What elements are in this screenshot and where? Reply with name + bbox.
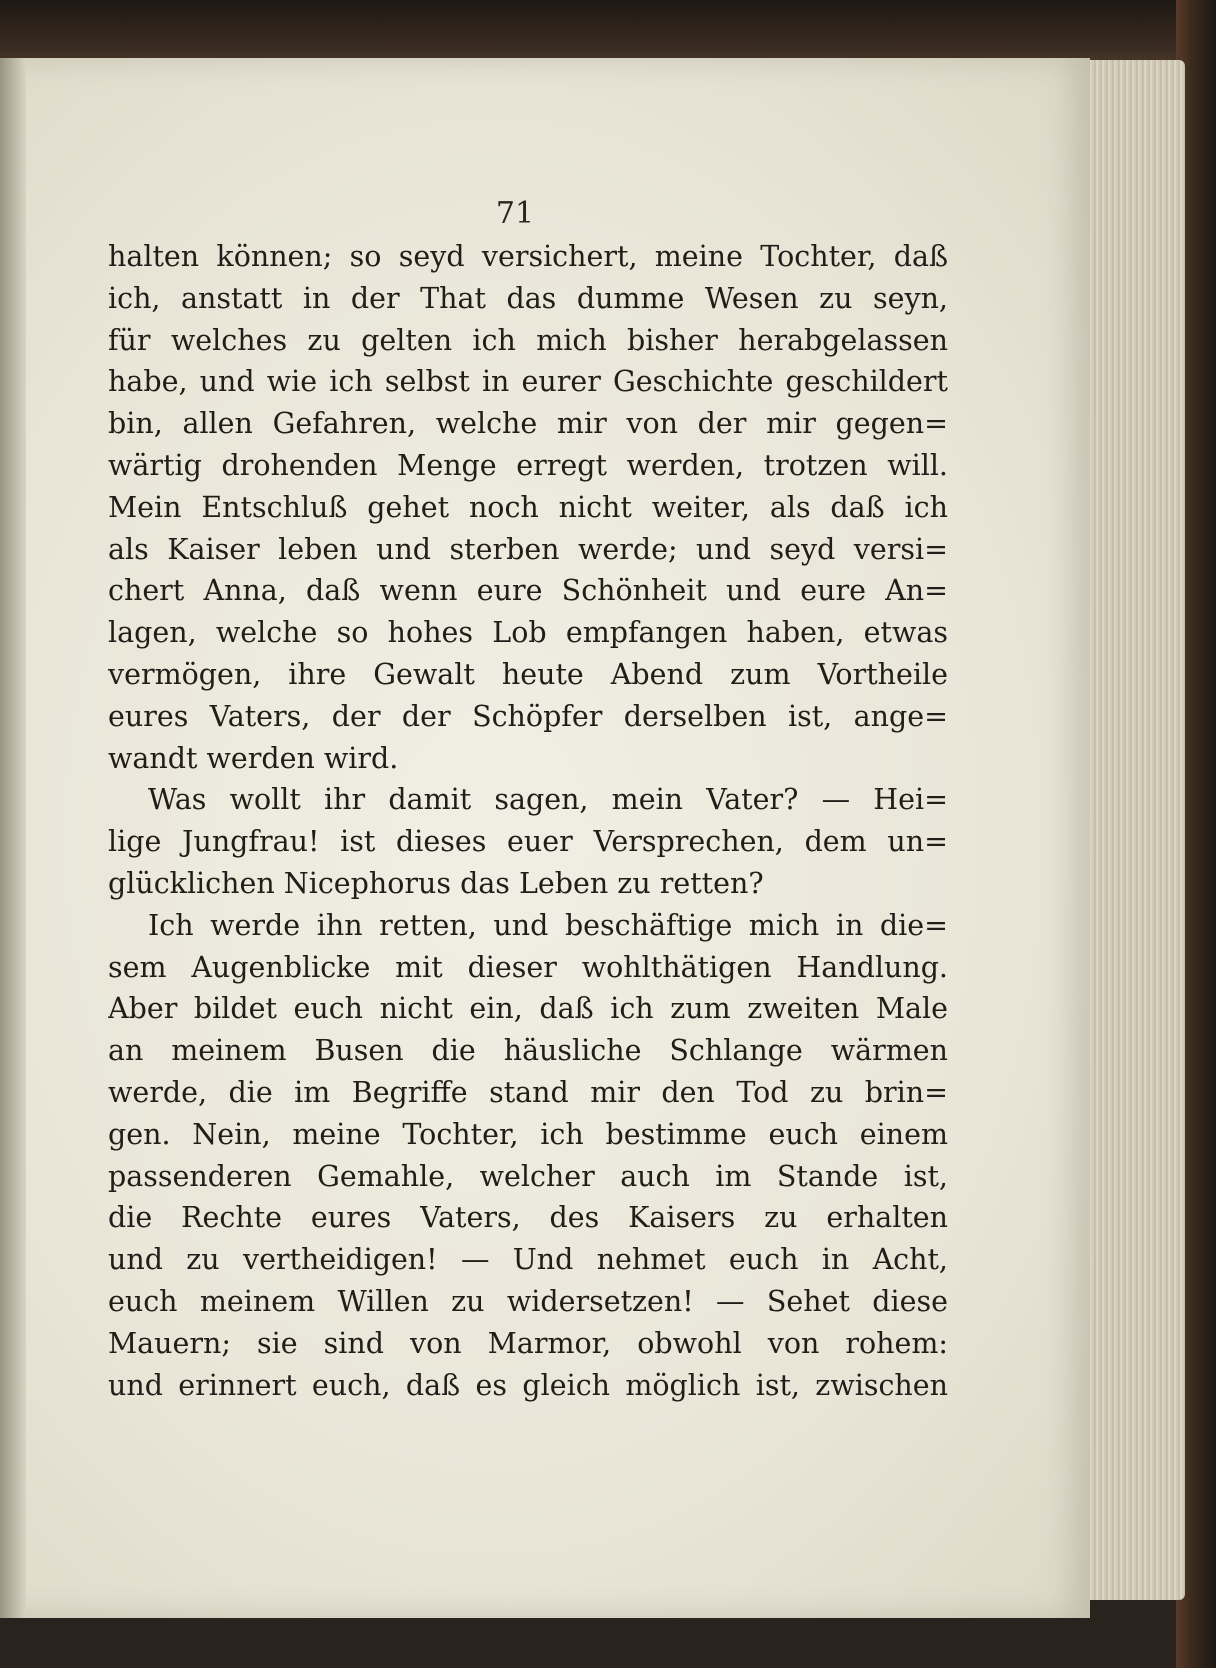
text-line: Ich werde ihn retten, und beschäftige mich in die= bbox=[148, 908, 948, 942]
text-line: für welches zu gelten ich mich bisher herabgelassen bbox=[108, 323, 948, 357]
text-line: halten können; so seyd versichert, meine Tochter, daß bbox=[108, 240, 948, 273]
text-line: chert Anna, daß wenn eure Schönheit und eure An= bbox=[108, 574, 948, 608]
text-line: glücklichen Nicephorus das Leben zu retten? bbox=[108, 866, 764, 900]
text-line: bin, allen Gefahren, welche mir von der mir gegen= bbox=[108, 407, 948, 441]
text-line: als Kaiser leben und sterben werde; und seyd versi= bbox=[108, 532, 948, 566]
text-line: vermögen, ihre Gewalt heute Abend zum Vortheile bbox=[108, 657, 948, 691]
text-line: lagen, welche so hohes Lob empfangen haben, etwas bbox=[108, 616, 948, 650]
text-line: ich, anstatt in der That das dumme Wesen zu seyn, bbox=[108, 281, 948, 315]
text-line: gen. Nein, meine Tochter, ich bestimme euch einem bbox=[108, 1117, 948, 1151]
text-line: Was wollt ihr damit sagen, mein Vater? — Hei= bbox=[148, 783, 948, 817]
text-line: an meinem Busen die häusliche Schlange wärmen bbox=[108, 1034, 948, 1068]
text-line: und erinnert euch, daß es gleich möglich ist, zwischen bbox=[108, 1368, 948, 1402]
text-line: euch meinem Willen zu widersetzen! — Sehet diese bbox=[108, 1284, 948, 1318]
text-line: passenderen Gemahle, welcher auch im Stande ist, bbox=[108, 1159, 948, 1193]
text-line: Mauern; sie sind von Marmor, obwohl von rohem: bbox=[108, 1326, 948, 1360]
page-gutter bbox=[0, 58, 26, 1618]
text-line: lige Jungfrau! ist dieses euer Versprechen, dem un= bbox=[108, 825, 948, 859]
page-number: 71 bbox=[495, 196, 535, 231]
text-line: wärtig drohenden Menge erregt werden, trotzen will. bbox=[108, 448, 948, 482]
text-line: Aber bildet euch nicht ein, daß ich zum zweiten Male bbox=[108, 992, 948, 1026]
text-line: habe, und wie ich selbst in eurer Geschichte geschildert bbox=[108, 365, 948, 399]
page-text bbox=[108, 236, 948, 1406]
text-line: werde, die im Begriffe stand mir den Tod zu brin= bbox=[108, 1075, 948, 1109]
text-line: eures Vaters, der der Schöpfer derselben ist, ange= bbox=[108, 699, 948, 733]
text-line: und zu vertheidigen! — Und nehmet euch in Acht, bbox=[108, 1243, 948, 1277]
text-line: die Rechte eures Vaters, des Kaisers zu erhalten bbox=[108, 1201, 948, 1235]
text-line: Mein Entschluß gehet noch nicht weiter, als daß ich bbox=[108, 490, 948, 524]
page-edges bbox=[1075, 60, 1185, 1600]
text-line: wandt werden wird. bbox=[108, 741, 399, 775]
text-line: sem Augenblicke mit dieser wohlthätigen Handlung. bbox=[108, 950, 948, 984]
